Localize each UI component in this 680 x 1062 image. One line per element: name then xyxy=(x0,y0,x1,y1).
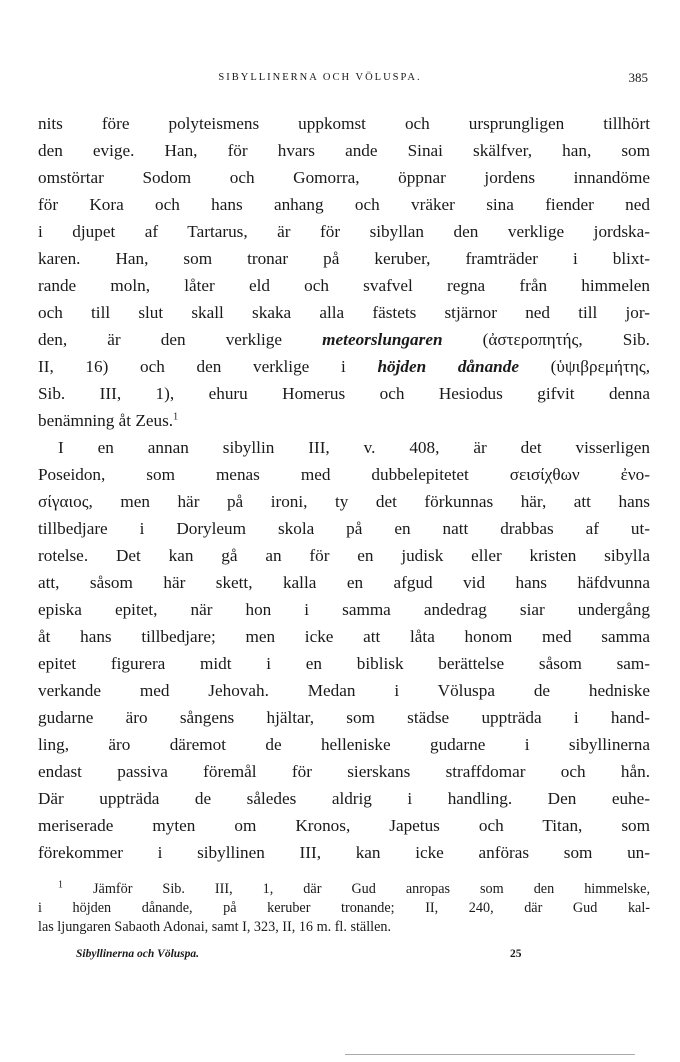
text-line: rotelse. Det kan gå an för en judisk eller kristen sibylla xyxy=(38,546,650,565)
text-line: nits före polyteismens uppkomst och ursprungligen tillhört xyxy=(38,114,650,133)
text-line: episka epitet, när hon i samma andedrag siar undergång xyxy=(38,600,650,619)
text-line: för Kora och hans anhang och vräker sina fiender ned xyxy=(38,195,650,214)
footnote-line xyxy=(38,880,650,899)
footnote-line: i höjden dånande, på keruber tronande; II, 240, där Gud kal- xyxy=(38,900,650,916)
text-line: tillbedjare i Doryleum skola på en natt drabbas af ut- xyxy=(38,519,650,538)
sheet-number: 25 xyxy=(510,948,522,960)
text-line: omstörtar Sodom och Gomorra, öppnar jordens innandöme xyxy=(38,168,650,187)
bottom-rule xyxy=(345,1054,635,1055)
text-line: att, såsom här skett, kalla en afgud vid hans häfdvunna xyxy=(38,573,650,592)
body-text xyxy=(38,110,650,866)
running-header: SIBYLLINERNA OCH VÖLUSPA. xyxy=(218,72,422,83)
footnote xyxy=(38,880,650,937)
text-segment: benämning åt Zeus. xyxy=(38,411,174,430)
text-line: Sib. III, 1), ehuru Homerus och Hesiodus gifvit denna xyxy=(38,384,650,403)
text-segment: (ὑψιβρεμήτης, xyxy=(518,357,650,376)
text-line: verkande med Jehovah. Medan i Völuspa de hedniske xyxy=(38,681,650,700)
italic-term: höjden dånande xyxy=(377,357,519,376)
text-line: σίγαιος, men här på ironi, ty det förkunnas här, att hans xyxy=(38,492,650,511)
text-line: den evige. Han, för hvars ande Sinai skälfver, han, som xyxy=(38,141,650,160)
footnote-reference[interactable]: 1 xyxy=(173,411,179,423)
text-line: i djupet af Tartarus, är för sibyllan den verklige jordska- xyxy=(38,222,650,241)
text-line-with-italic xyxy=(38,353,650,380)
page-number: 385 xyxy=(628,70,648,85)
text-segment: den, är den verklige xyxy=(38,330,323,349)
text-line: gudarne äro sångens hjältar, som städse uppträda i hand- xyxy=(38,708,650,727)
footnote-mark: 1 xyxy=(58,880,63,891)
text-line: och till slut skall skaka alla fästets stjärnor ned till jor- xyxy=(38,303,650,322)
text-line: meriserade myten om Kronos, Japetus och Titan, som xyxy=(38,816,650,835)
text-line: rande moln, låter eld och svafvel regna från himmelen xyxy=(38,276,650,295)
text-line: Poseidon, som menas med dubbelepitetet σεισίχθων ἐνο- xyxy=(38,465,650,484)
text-line: förekommer i sibyllinen III, kan icke anföras som un- xyxy=(38,843,650,862)
text-segment: (ἀστεροπητής, Sib. xyxy=(442,330,650,349)
italic-term: meteorslungaren xyxy=(322,330,443,349)
text-line: Där uppträda de således aldrig i handling. Den euhe- xyxy=(38,789,650,808)
text-line: ling, äro däremot de helleniske gudarne i sibyllinerna xyxy=(38,735,650,754)
footnote-line: las ljungaren Sabaoth Adonai, samt I, 323, II, 16 m. fl. ställen. xyxy=(38,919,392,935)
footnote-text: Jämför Sib. III, 1, där Gud anropas som den himmelske, xyxy=(93,881,650,897)
paragraph-start-line: I en annan sibyllin III, v. 408, är det visserligen xyxy=(58,438,650,457)
text-segment: II, 16) och den verklige i xyxy=(38,357,378,376)
text-line: karen. Han, som tronar på keruber, framträder i blixt- xyxy=(38,249,650,268)
text-line: åt hans tillbedjare; men icke att låta honom med samma xyxy=(38,627,650,646)
text-line-last xyxy=(38,407,650,434)
text-line: endast passiva föremål för sierskans straffdomar och hån. xyxy=(38,762,650,781)
signature-title: Sibyllinerna och Völuspa. xyxy=(76,948,200,960)
text-line-with-italic xyxy=(38,326,650,353)
text-line: epitet figurera midt i en biblisk berättelse såsom sam- xyxy=(38,654,650,673)
